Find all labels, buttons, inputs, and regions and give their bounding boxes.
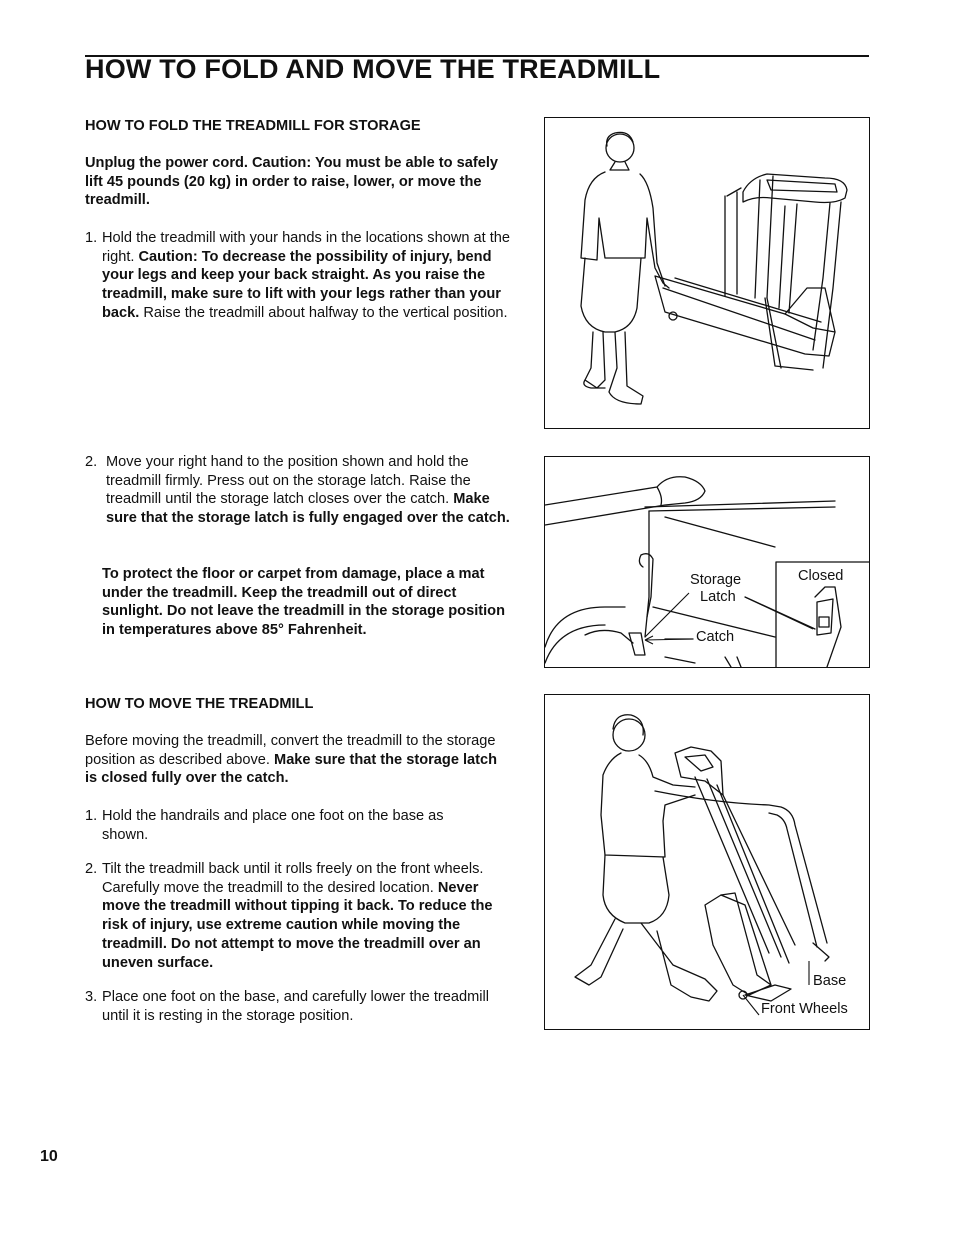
step-caution: Caution: To decrease the possibility of injury, bend your legs and keep your back straight. As you raise the treadmill, make sure to lift with your legs rather than your back. xyxy=(102,248,501,321)
move-intro xyxy=(85,732,510,788)
step-text: Move your right hand to the position shown and hold the treadmill firmly. Press out on the storage latch. Raise the treadmill until the storage latch closes over the catch. xyxy=(106,454,471,508)
step-number: 2. xyxy=(85,454,98,470)
catch-label: Catch xyxy=(696,629,735,645)
page-number: 10 xyxy=(40,1148,58,1165)
front-wheels-label: Front Wheels xyxy=(761,1001,848,1017)
move-step-3 xyxy=(85,988,510,1025)
step-text: Hold the treadmill with your hands in the locations shown at the right. xyxy=(102,230,511,265)
step-text-end: Raise the treadmill about halfway to the vertical position. xyxy=(139,304,508,321)
protect-note: To protect the floor or carpet from damage, place a mat under the treadmill. Keep the treadmill out of direct sunlight. Do not leave the treadmill in the storage position in temperatures above 85° Fahrenheit. xyxy=(102,566,505,639)
move-intro-emphasis: Make sure that the storage latch is closed fully over the catch. xyxy=(85,751,498,787)
step-number: 2. xyxy=(85,861,98,877)
step-number: 1. xyxy=(85,808,98,824)
figure-lift-treadmill xyxy=(544,117,870,429)
figure-storage-latch xyxy=(544,456,870,668)
fold-warning: Unplug the power cord. Caution: You must be able to safely lift 45 pounds (20 kg) in order to raise, lower, or move the treadmill. xyxy=(85,155,498,209)
move-step-1 xyxy=(85,807,485,844)
step-text: Place one foot on the base, and carefully lower the treadmill until it is resting in the storage position. xyxy=(102,989,489,1024)
move-heading: HOW TO MOVE THE TREADMILL xyxy=(85,696,314,712)
page-title: HOW TO FOLD AND MOVE THE TREADMILL xyxy=(85,54,661,84)
step-emphasis: Make sure that the storage latch is fully engaged over the catch. xyxy=(106,491,510,527)
closed-label: Closed xyxy=(798,568,844,584)
move-intro-text: Before moving the treadmill, convert the treadmill to the storage position as described above. xyxy=(85,733,496,768)
storage-latch-label-2: Latch xyxy=(700,589,736,605)
step-warning: Never move the treadmill without tipping it back. To reduce the risk of injury, use extreme caution while moving the treadmill. Do not attempt to move the treadmill over an uneven surface. xyxy=(102,879,493,971)
base-label: Base xyxy=(813,973,847,989)
fold-heading: HOW TO FOLD THE TREADMILL FOR STORAGE xyxy=(85,118,421,134)
fold-step-1 xyxy=(85,229,520,323)
move-step-2 xyxy=(85,860,517,972)
lift-illustration xyxy=(545,118,870,429)
step-number: 1. xyxy=(85,230,98,246)
step-number: 3. xyxy=(85,989,98,1005)
fold-step-2 xyxy=(85,453,515,528)
step-text: Hold the handrails and place one foot on the base as shown. xyxy=(102,808,444,843)
storage-latch-label-1: Storage xyxy=(690,572,742,588)
figure-move-treadmill xyxy=(544,694,870,1030)
step-text: Tilt the treadmill back until it rolls freely on the front wheels. Carefully move the treadmill to the desired location. xyxy=(102,861,484,896)
